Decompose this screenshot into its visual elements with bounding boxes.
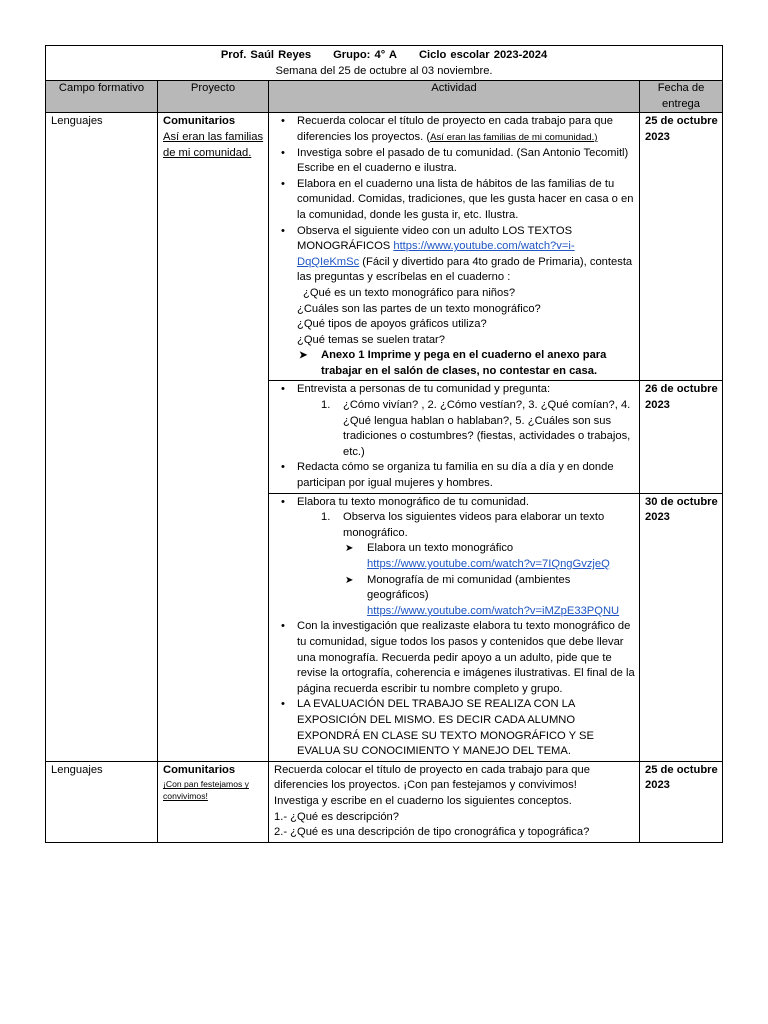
due-date: 25 de octubre 2023 bbox=[640, 761, 723, 842]
question-4: ¿Qué temas se suelen tratar? bbox=[297, 333, 445, 346]
school-year: Ciclo escolar 2023-2024 bbox=[418, 49, 548, 61]
proyecto-title: Comunitarios bbox=[163, 115, 236, 128]
activity-list bbox=[274, 114, 635, 379]
arrow-icon: ➤ bbox=[345, 574, 354, 586]
week-range: Semana del 25 de octubre al 03 noviembre. bbox=[275, 64, 493, 77]
question-2: ¿Cuáles son las partes de un texto monográfico? bbox=[297, 302, 541, 315]
list-item: • Recuerda colocar el título de proyecto en cada trabajo para que diferencies los proyectos. (Así eran las familias de mi comunidad.) bbox=[297, 114, 635, 145]
video-link[interactable]: https://www.youtube.com/watch?v=iMZpE33PQNU bbox=[367, 604, 620, 617]
col-campo: Campo formativo bbox=[46, 81, 158, 113]
annex-list bbox=[297, 348, 635, 379]
list-item: ➤ Elabora un texto monográfico https://www.youtube.com/watch?v=7IQngGvzjeQ bbox=[345, 542, 610, 570]
due-date: 26 de octubre 2023 bbox=[640, 381, 723, 493]
campo-label: Lenguajes bbox=[51, 115, 103, 128]
activity-line: Recuerda colocar el título de proyecto en cada trabajo para que diferencies los proyectos. ¡Con pan festejamos y convivimos! bbox=[274, 763, 590, 792]
activity-cell bbox=[269, 113, 640, 381]
project-title-link: Así eran las familias de mi comunidad.) bbox=[430, 131, 598, 143]
activity-table bbox=[45, 45, 723, 843]
numbered-list bbox=[297, 510, 635, 619]
activity-line: 2.- ¿Qué es una descripción de tipo cronográfica y topográfica? bbox=[274, 826, 590, 839]
list-item: 1. ¿Cómo vivían? , 2. ¿Cómo vestían?, 3. ¿Qué comían?, 4. ¿Qué lengua hablan o hablaban?, 5. ¿Cuáles son sus tradiciones o costumbres? (fiestas, actividades o trabajos, etc.) bbox=[321, 399, 631, 458]
activity-line: Investiga y escribe en el cuaderno los siguientes conceptos. bbox=[274, 794, 572, 807]
activity-list bbox=[274, 382, 635, 491]
list-item: • LA EVALUACIÓN DEL TRABAJO SE REALIZA CON LA EXPOSICIÓN DEL MISMO. ES DECIR CADA ALUMNO EXPONDRÁ EN CLASE SU TEXTO MONOGRÁFICO Y SE EVALUA SU CONOCIMIENTO Y MANEJO DEL TEMA. bbox=[297, 697, 635, 759]
teacher-name: Prof. Saúl Reyes bbox=[220, 49, 312, 61]
col-fecha: Fecha de entrega bbox=[640, 81, 723, 113]
activity-cell bbox=[269, 761, 640, 842]
video-link[interactable]: https://www.youtube.com/watch?v=i-DqQIeKmSc bbox=[297, 240, 575, 268]
activity-line: 1.- ¿Qué es descripción? bbox=[274, 810, 399, 823]
list-item: • Observa el siguiente video con un adulto LOS TEXTOS MONOGRÁFICOS https://www.youtube.com/watch?v=i-DqQIeKmSc (Fácil y divertido para 4to grado de Primaria), contesta las preguntas y escríbelas en el cuaderno : ¿Qué es un texto monográfico para niños? ¿Cuáles son las partes de un texto monográfico? ¿Qué tipos de apoyos gráficos utiliza? ¿Qué temas se suelen tratar? ➤ Anexo 1 Imprime y pega en el cuaderno el anexo para trabajar en el salón de clases, no contestar en casa. bbox=[297, 224, 635, 380]
header-row bbox=[46, 46, 723, 81]
header-title-line bbox=[50, 48, 718, 64]
question-1: ¿Qué es un texto monográfico para niños? bbox=[303, 286, 516, 299]
list-item: • Entrevista a personas de tu comunidad y pregunta: 1. ¿Cómo vivían? , 2. ¿Cómo vestían?, 3. ¿Qué comían?, 4. ¿Qué lengua hablan o hablaban?, 5. ¿Cuáles son sus tradiciones o costumbres? (fiestas, actividades o trabajos, etc.) bbox=[297, 382, 635, 460]
activity-cell bbox=[269, 381, 640, 493]
proyecto-cell bbox=[158, 761, 269, 842]
list-item: • Elabora tu texto monográfico de tu comunidad. 1. Observa los siguientes videos para elaborar un texto monográfico. ➤ Elabora un texto monográfico https://www.youtube.com/watch?v=7IQngGvzjeQ ➤ Monografía de mi comunidad (ambientes geográficos) https://www.youtube.com/watch?v=iMZpE33PQNU bbox=[297, 495, 635, 620]
list-item: • Con la investigación que realizaste elabora tu texto monográfico de tu comunidad, sigue todos los pasos y contenidos que debe llevar una monografía. Recuerda pedir apoyo a un adulto, pide que te revise la ortografía, coherencia e imágenes ilustrativas. El final de la página recuerda escribir tu nombre completo y grupo. bbox=[297, 619, 635, 697]
list-item: ➤ Monografía de mi comunidad (ambientes geográficos) https://www.youtube.com/watch?v=iMZpE33PQNU bbox=[345, 573, 620, 617]
col-actividad: Actividad bbox=[269, 81, 640, 113]
proyecto-cell bbox=[158, 113, 269, 761]
column-header-row bbox=[46, 81, 723, 113]
list-item: • Redacta cómo se organiza tu familia en su día a día y en donde participan por igual mujeres y hombres. bbox=[297, 460, 635, 491]
list-item: 1. Observa los siguientes videos para elaborar un texto monográfico. ➤ Elabora un texto monográfico https://www.youtube.com/watch?v=7IQngGvzjeQ ➤ Monografía de mi comunidad (ambientes geográficos) https://www.youtube.com/watch?v=iMZpE33PQNU bbox=[343, 510, 635, 619]
question-3: ¿Qué tipos de apoyos gráficos utiliza? bbox=[297, 318, 487, 331]
campo-cell bbox=[46, 113, 158, 761]
proyecto-name: Así eran las familias de mi comunidad. bbox=[163, 130, 264, 159]
campo-cell bbox=[46, 761, 158, 842]
list-item: • Investiga sobre el pasado de tu comunidad. (San Antonio Tecomitl) Escribe en el cuaderno e ilustra. bbox=[297, 146, 635, 177]
activity-cell bbox=[269, 493, 640, 761]
activity-list bbox=[274, 495, 635, 760]
header-cell bbox=[46, 46, 723, 81]
group-label: Grupo: 4° A bbox=[333, 49, 397, 61]
col-proyecto: Proyecto bbox=[158, 81, 269, 113]
list-item: ➤ Anexo 1 Imprime y pega en el cuaderno el anexo para trabajar en el salón de clases, no contestar en casa. bbox=[299, 349, 607, 377]
proyecto-name: ¡Con pan festejamos y convivimos! bbox=[163, 779, 249, 802]
due-date: 25 de octubre 2023 bbox=[640, 113, 723, 381]
table-row bbox=[46, 113, 723, 381]
list-item: • Elabora en el cuaderno una lista de hábitos de las familias de tu comunidad. Comidas, tradiciones, que les gusta hacer en casa o en la comunidad, donde les gusta ir, etc. Ilustra. bbox=[297, 177, 635, 224]
campo-label: Lenguajes bbox=[51, 763, 103, 776]
schedule-page bbox=[45, 45, 722, 843]
arrow-icon: ➤ bbox=[345, 543, 354, 555]
arrow-icon: ➤ bbox=[299, 350, 308, 362]
video-list bbox=[343, 541, 635, 619]
proyecto-title: Comunitarios bbox=[163, 763, 236, 776]
table-row bbox=[46, 761, 723, 842]
due-date: 30 de octubre 2023 bbox=[640, 493, 723, 761]
numbered-list bbox=[297, 398, 635, 460]
video-link[interactable]: https://www.youtube.com/watch?v=7IQngGvzjeQ bbox=[367, 558, 610, 570]
